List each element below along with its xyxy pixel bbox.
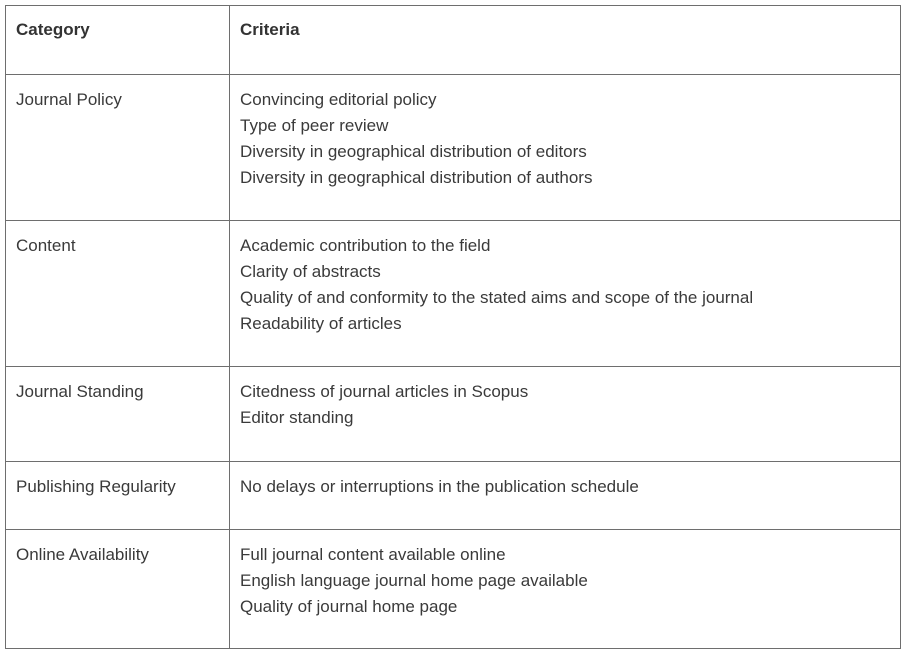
header-criteria-cell — [230, 6, 901, 75]
criteria-item: Citedness of journal articles in Scopus — [240, 382, 529, 401]
category-label: Journal Policy — [16, 90, 122, 109]
criteria-item: Type of peer review — [240, 116, 389, 135]
criteria-cell — [230, 221, 901, 367]
header-category-cell — [6, 6, 230, 75]
criteria-cell — [230, 367, 901, 462]
category-label: Online Availability — [16, 545, 149, 564]
criteria-item: Quality of journal home page — [240, 597, 458, 616]
header-category-label: Category — [16, 20, 90, 39]
table-row — [6, 530, 901, 649]
table-header-row — [6, 6, 901, 75]
table-row — [6, 367, 901, 462]
category-cell — [6, 530, 230, 649]
criteria-item: Diversity in geographical distribution of editors — [240, 142, 587, 161]
table-row — [6, 221, 901, 367]
criteria-item: Quality of and conformity to the stated aims and scope of the journal — [240, 288, 754, 307]
category-label: Journal Standing — [16, 382, 144, 401]
criteria-item: Readability of articles — [240, 314, 402, 333]
criteria-item: No delays or interruptions in the publication schedule — [240, 477, 639, 496]
criteria-item: Academic contribution to the field — [240, 236, 491, 255]
category-label: Content — [16, 236, 76, 255]
table-row — [6, 75, 901, 221]
criteria-cell — [230, 462, 901, 530]
category-label: Publishing Regularity — [16, 477, 176, 496]
table-row — [6, 462, 901, 530]
criteria-item: English language journal home page available — [240, 571, 588, 590]
criteria-item: Editor standing — [240, 408, 354, 427]
criteria-table — [5, 5, 901, 649]
criteria-item: Clarity of abstracts — [240, 262, 381, 281]
category-cell — [6, 462, 230, 530]
criteria-item: Diversity in geographical distribution of authors — [240, 168, 593, 187]
criteria-cell — [230, 75, 901, 221]
category-cell — [6, 221, 230, 367]
header-criteria-label: Criteria — [240, 20, 300, 39]
category-cell — [6, 367, 230, 462]
criteria-cell — [230, 530, 901, 649]
criteria-item: Convincing editorial policy — [240, 90, 437, 109]
category-cell — [6, 75, 230, 221]
criteria-item: Full journal content available online — [240, 545, 506, 564]
